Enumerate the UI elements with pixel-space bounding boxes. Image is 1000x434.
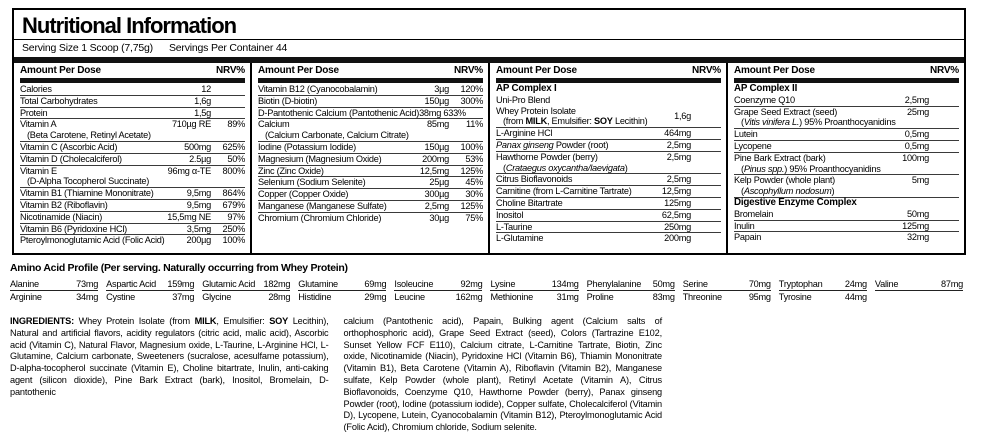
amino-acid-title: Amino Acid Profile (Per serving. Naturally occurring from Whey Protein) [10,262,348,274]
amino-acid-row [106,291,194,303]
amino-acid-value: 134mg [551,279,579,289]
amino-acid-row [202,291,290,303]
nutrient-amount: 2,5mg [424,200,449,211]
nutrient-name: AP Complex II [734,83,798,94]
nutrient-row [496,151,721,174]
nutrient-subname: (Pinus spp.) 95% Proanthocyanidins [741,163,881,174]
nutrient-row [496,84,721,95]
column-header [20,65,245,77]
amino-acid-name: Lysine [490,279,516,289]
nutrient-name: Magnesium (Magnesium Oxide) [258,153,382,164]
nutrient-row [734,220,959,232]
nutrient-amount: 9,5mg [186,188,211,199]
nutrient-row [258,84,483,95]
nutrient-column [488,63,726,255]
column-header [734,65,959,77]
nutrient-subname: (from MILK, Emulsifier: SOY Lecithin) [503,116,648,127]
nutrient-row [258,188,483,200]
amino-acid-name: Threonine [682,292,722,302]
nutrient-row [496,185,721,197]
nutrient-row [734,209,959,220]
amino-acid-name: Histidine [298,292,332,302]
nutrient-name: Chromium (Chromium Chloride) [258,212,382,223]
amino-acid-cell [106,278,194,303]
amino-acid-cell [298,278,386,303]
nutrient-name: Bromelain [734,208,774,219]
nutrient-nrv: 75% [465,212,483,223]
ingredients-column-2: calcium (Pantothenic acid), Papain, Bulking agent (Calcium salts of orthophosphoric acid), Grape Seed Extract (seed), Colors (Tartrazine E102, Sunset Yellow FCF E110), Calcium citrate, L-Carnitine Tartrate, Biotin, Zinc oxide, Nicotinamide (Niacin), Pyridoxine HCl (Vitamin B6), Thiamin Mononitrate (Vitamin B1), Beta Carotene (Vitamin A), Riboflavin (Vitamin B2), Manganese sulfate, Kelp Powder (whole plant), Retinyl Acetate (Vitamin A), Citrus Bioflavonoids, Coenzyme Q10, Hawthorne Powder (berry), Panax ginseng Powder (root), Iodine (potassium iodide), Copper sulfate, Cholecalciferol (Vitamin D), Lycopene, Lutein, Cyanocobalamin (Vitamin B12), Pteroylmonoglutamic Acid (Folic Acid), Chromium chloride, Sodium selenite. [343,316,662,433]
nutrient-amount: 150µg [424,141,449,152]
nutrition-panel [12,8,966,255]
nutrient-name: Manganese (Manganese Sulfate) [258,200,387,211]
nutrient-name: Total Carbohydrates [20,95,98,106]
nutrient-name: Choline Bitartrate [496,197,563,208]
column-header-nrv: NRV% [215,65,245,76]
nutrient-name: Panax ginseng Powder (root) [496,139,609,150]
nutrient-row [20,211,245,223]
nutrient-amount: 125mg [902,220,929,231]
amino-acid-row [202,278,290,291]
nutrient-amount: 30µg [429,212,449,223]
nutrient-row [496,95,721,106]
amino-acid-value: 44mg [844,292,867,302]
nutrient-name: Whey Protein Isolate (from MILK, Emulsifier: SOY Lecithin) [496,106,671,128]
nutrient-nrv: 120% [460,84,483,94]
nutrient-row [496,232,721,244]
nutrient-amount: 100mg [902,152,929,163]
panel-header [14,10,964,40]
amino-acid-name: Phenylalanine [586,279,642,289]
nutrient-row [20,223,245,235]
amino-acid-name: Alanine [10,279,39,289]
nutrient-nrv: 11% [466,119,483,130]
nutrient-column [726,63,964,255]
nutrient-amount: 25µg [429,177,449,188]
nutrient-amount: 710µg RE [171,119,211,130]
nutrient-row [734,197,959,209]
nutrient-nrv: 125% [460,165,483,176]
column-header-label: Amount Per Dose [734,65,815,76]
nutrient-name: L-Glutamine [496,233,544,244]
ingredients-column-1: INGREDIENTS: Whey Protein Isolate (from MILK, Emulsifier: SOY Lecithin), Natural and artificial flavors, acidity regulators (citric acid, malic acid), Ascorbic acid (Vitamin C), Natural Flavor, Magnesium oxide, L-Taurine, L-Arginine HCl, L-Glutamine, Calcium carbonate, Sweeteners (sucralose, acesulfame potassium), D-alpha-tocopherol succinate (Vitamin E), Choline bitartrate, Inulin, anti-caking agent (silicon dioxide), Pine Bark Extract (bark), Inositol, Bromelain, D-pantothenic [10,316,329,397]
serving-info [14,40,964,57]
nutrient-amount: 2,5mg [666,151,691,162]
nutrient-name: AP Complex I [496,83,557,94]
nutrient-amount: 200mg [422,153,449,164]
amino-acid-value: 83mg [652,292,675,302]
amino-acid-value: 28mg [268,292,291,302]
nutrient-name: Iodine (Potassium Iodide) [258,141,356,152]
nutrient-name: Calcium (Calcium Carbonate, Calcium Citrate) [258,119,424,141]
nutrient-amount: 1,5g [194,107,211,118]
column-header-nrv: NRV% [929,65,959,76]
amino-acid-cell [202,278,290,303]
nutrient-subname: (Beta Carotene, Retinyl Acetate) [27,130,151,141]
amino-acid-section [10,262,963,303]
amino-acid-cell [490,278,578,303]
nutrient-name: Biotin (D-biotin) [258,95,318,106]
nutrient-name: Papain [734,232,762,243]
amino-acid-row [683,291,771,303]
column-header-label: Amount Per Dose [496,65,577,76]
amino-acid-row [490,278,578,291]
nutrient-name: Inositol [496,209,524,220]
nutrient-row [496,173,721,185]
serving-size: Serving Size 1 Scoop (7,75g) [22,42,153,54]
amino-acid-name: Tryptophan [778,279,823,289]
nutrient-amount: 464mg [664,128,691,139]
nutrient-row [20,199,245,211]
nutrient-nrv: 30% [465,189,483,200]
nutrient-row [734,95,959,106]
amino-acid-cell [779,278,867,303]
nutrient-name: Zinc (Zinc Oxide) [258,165,324,176]
nutrient-amount: 32mg [907,232,929,243]
nutrient-name: Kelp Powder (whole plant) (Ascophyllum nodosum) [734,175,909,197]
column-header [258,65,483,77]
amino-acid-row [779,278,867,291]
nutrient-row [20,165,245,188]
nutrient-row [734,174,959,197]
amino-acid-value: 37mg [172,292,195,302]
nutrient-row [496,221,721,233]
nutrient-amount: 200mg [664,233,691,244]
amino-acid-name: Aspartic Acid [106,279,156,289]
nutrient-column [14,63,250,255]
nutrient-row [20,118,245,141]
nutrient-amount: 50mg [907,208,929,219]
amino-acid-value: 162mg [455,292,483,302]
nutrient-amount: 1,6g [194,95,211,106]
nutrient-name: Vitamin B1 (Thiamine Mononitrate) [20,188,154,199]
nutrient-nrv: 53% [465,153,483,164]
nutrient-amount: 12 [201,84,211,94]
nutrient-amount: 5mg [911,175,929,186]
nutrient-row [258,118,483,141]
nutrient-amount: 250mg [664,221,691,232]
nutrient-amount: 96mg α-TE [167,165,211,176]
header-divider-bar [20,78,245,83]
amino-acid-table [10,278,963,303]
nutrient-subname: (Crataegus oxycantha/laevigata) [503,162,628,173]
amino-acid-name: Proline [586,292,614,302]
nutrient-name: L-Taurine [496,221,533,232]
amino-acid-cell [875,278,963,303]
nutrient-nrv: 679% [222,199,245,210]
nutrient-name: Carnitine (from L-Carnitine Tartrate) [496,186,632,197]
amino-acid-value: 29mg [364,292,387,302]
nutrient-row [20,95,245,107]
nutrient-name: Digestive Enzyme Complex [734,196,857,208]
nutrient-amount: 300µg [424,189,449,200]
amino-acid-value: 34mg [76,292,99,302]
nutrient-row [258,95,483,107]
nutrient-name: Vitamin C (Ascorbic Acid) [20,141,118,152]
amino-acid-row [779,291,867,303]
nutrient-nrv: 300% [460,95,483,106]
amino-acid-row [490,291,578,303]
nutrient-row [496,106,721,128]
nutrient-row [496,197,721,209]
nutrient-nrv: 125% [460,200,483,211]
nutrient-subname: (D-Alpha Tocopherol Succinate) [27,176,150,187]
amino-acid-value: 182mg [263,279,291,289]
nutrient-name: Uni-Pro Blend [496,94,550,105]
nutrient-nrv: 100% [460,141,483,152]
amino-acid-row [10,291,98,303]
amino-acid-row [394,291,482,303]
nutrient-name: Lutein [734,129,758,140]
amino-acid-value: 50mg [652,279,675,289]
column-header-nrv: NRV% [453,65,483,76]
nutrient-nrv: 89% [227,119,245,130]
amino-acid-row [298,291,386,303]
nutrient-nrv: 97% [227,211,245,222]
amino-acid-value: 92mg [460,279,483,289]
amino-acid-row [106,278,194,291]
amino-acid-value: 87mg [941,279,963,289]
nutrient-nrv: 100% [222,235,245,246]
nutrient-row [258,212,483,224]
nutrient-name: Grape Seed Extract (seed) (Vitis vinifera L.) 95% Proanthocyanidins [734,107,904,129]
amino-acid-name: Methionine [490,292,533,302]
nutrient-name: Vitamin D (Cholecalciferol) [20,153,122,164]
amino-acid-row [587,278,675,291]
amino-acid-value: 95mg [748,292,771,302]
nutrient-subname: (Calcium Carbonate, Calcium Citrate) [265,130,409,141]
nutrient-amount: 2.5µg [189,153,211,164]
nutrient-columns [14,63,964,255]
nutrient-nrv: 250% [222,223,245,234]
amino-acid-name: Tyrosine [778,292,812,302]
nutrient-amount: 9,5mg [186,199,211,210]
nutrient-nrv: 45% [465,177,483,188]
amino-acid-cell [10,278,98,303]
header-divider-bar [258,78,483,83]
nutrient-name: Inulin [734,220,755,231]
nutrient-amount: 85mg [427,119,449,130]
nutrient-row [496,209,721,221]
amino-acid-cell [394,278,482,303]
amino-acid-row [875,278,963,291]
nutrient-name: Nicotinamide (Niacin) [20,211,103,222]
nutrient-amount: 3µg [434,84,449,94]
nutrient-name: Pteroylmonoglutamic Acid (Folic Acid) [20,235,165,246]
nutrient-row [734,140,959,152]
nutrient-name: Lycopene [734,140,772,151]
nutrient-amount: 0,5mg [904,140,929,151]
nutrient-amount: 25mg [907,106,929,117]
nutrient-row [258,153,483,165]
nutrient-name: Vitamin B2 (Riboflavin) [20,199,108,210]
nutrient-nrv: 625% [222,141,245,152]
nutrient-row [258,141,483,153]
nutrient-row [734,152,959,175]
nutrient-amount: 150µg [424,95,449,106]
servings-per-container: Servings Per Container 44 [168,42,288,54]
amino-acid-value: 70mg [748,279,771,289]
nutrient-name: Coenzyme Q10 [734,94,795,105]
nutrient-row [20,141,245,153]
nutrient-row [734,128,959,140]
nutrient-amount: 3,5mg [186,223,211,234]
nutrient-row [734,106,959,129]
amino-acid-name: Glutamic Acid [202,279,256,289]
nutrient-name: Hawthorne Powder (berry) (Crataegus oxycantha/laevigata) [496,152,664,174]
amino-acid-row [394,278,482,291]
amino-acid-name: Glutamine [298,279,338,289]
nutrient-row [20,187,245,199]
amino-acid-value: 24mg [844,279,867,289]
nutrient-amount: 1,6g [674,110,691,121]
amino-acid-name: Cystine [106,292,135,302]
amino-acid-value: 73mg [76,279,99,289]
nutrient-row [20,153,245,165]
nutrient-nrv: 800% [222,165,245,176]
nutrient-amount: 200µg [186,235,211,246]
nutrient-name: Selenium (Sodium Selenite) [258,177,366,188]
nutrient-row: D-Pantothenic Calcium (Pantothenic Acid)38mg 633% [258,107,483,119]
nutrient-column [250,63,488,255]
column-header-label: Amount Per Dose [20,65,101,76]
amino-acid-name: Serine [682,279,708,289]
nutrient-nrv: 864% [222,188,245,199]
amino-acid-row [10,278,98,291]
ingredients-section [10,316,662,434]
amino-acid-row [298,278,386,291]
column-header-label: Amount Per Dose [258,65,339,76]
nutrient-row [258,200,483,212]
nutrient-row [496,127,721,139]
nutrient-name: Protein [20,107,48,118]
nutrient-amount: 62,5mg [661,209,691,220]
nutrient-row [496,139,721,151]
nutrient-amount: 15,5mg NE [167,211,211,222]
nutrient-name: Vitamin E (D-Alpha Tocopherol Succinate) [20,166,165,188]
amino-acid-value: 31mg [556,292,579,302]
nutrient-subname: (Vitis vinifera L.) 95% Proanthocyanidins [741,117,896,128]
nutrient-name: Copper (Copper Oxide) [258,189,349,200]
amino-acid-cell [683,278,771,303]
nutrient-name: Pine Bark Extract (bark) (Pinus spp.) 95% Proanthocyanidins [734,153,899,175]
nutrient-row [258,176,483,188]
nutrient-name: Vitamin B6 (Pyridoxine HCl) [20,223,127,234]
nutrient-row [20,107,245,119]
nutrient-amount: 2,5mg [666,139,691,150]
amino-acid-name: Valine [874,279,899,289]
nutrient-row [734,231,959,243]
nutrient-row [258,165,483,177]
nutrient-row [20,84,245,95]
column-header-nrv: NRV% [691,65,721,76]
nutrient-amount: 12,5mg [419,165,449,176]
nutrient-name: L-Arginine HCl [496,128,553,139]
nutrient-amount: 500mg [184,141,211,152]
page-title: Nutritional Information [22,13,237,38]
amino-acid-value: 69mg [364,279,387,289]
nutrient-name: Vitamin A (Beta Carotene, Retinyl Acetate) [20,119,169,141]
nutrient-row [20,234,245,246]
amino-acid-row [587,291,675,303]
nutrient-amount: 125mg [664,197,691,208]
nutrient-row [734,84,959,95]
amino-acid-name: Isoleucine [394,279,434,289]
nutrient-name: Calories [20,84,52,94]
nutrient-amount: 2,5mg [904,94,929,105]
nutrient-amount: 0,5mg [904,129,929,140]
nutrient-nrv: 50% [227,153,245,164]
amino-acid-name: Glycine [202,292,232,302]
amino-acid-value: 159mg [167,279,195,289]
nutrient-amount: 12,5mg [661,186,691,197]
nutrient-name: Citrus Bioflavonoids [496,174,573,185]
column-header [496,65,721,77]
amino-acid-name: Arginine [10,292,42,302]
nutrient-name: Vitamin B12 (Cyanocobalamin) [258,84,378,94]
nutrient-subname: (Ascophyllum nodosum) [741,186,835,197]
amino-acid-cell [587,278,675,303]
nutrient-amount: 2,5mg [666,174,691,185]
amino-acid-row [683,278,771,291]
amino-acid-name: Leucine [394,292,425,302]
